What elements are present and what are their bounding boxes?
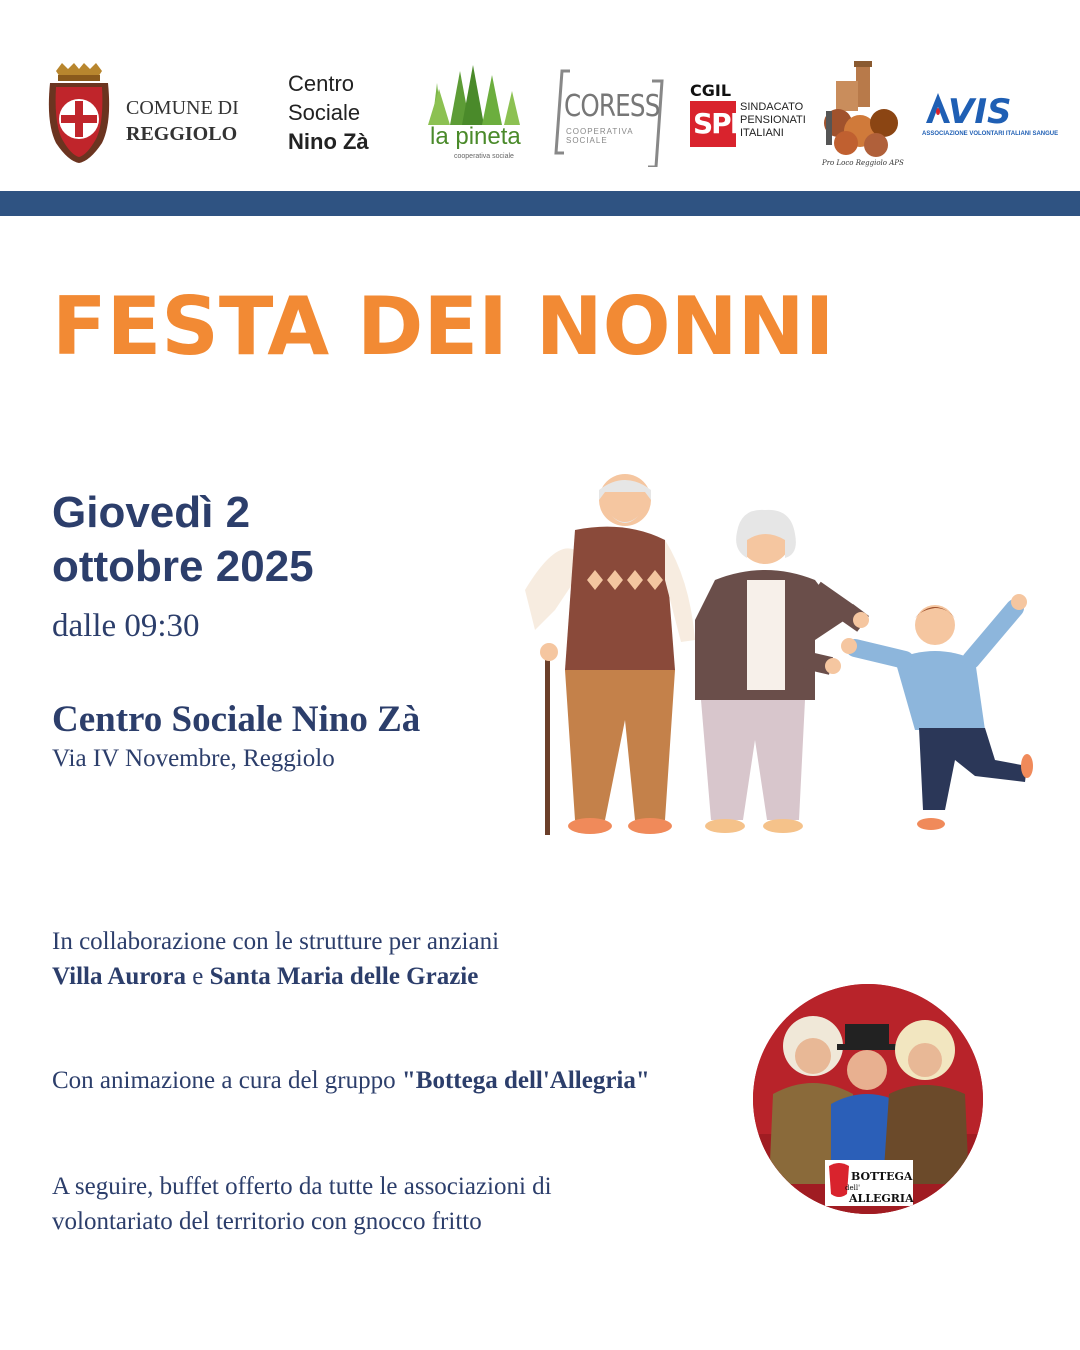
date-line1: Giovedì 2 [52,488,251,537]
villa-aurora: Villa Aurora [52,963,187,990]
centro-line1: Centro [288,71,355,96]
centro-line2: Sociale [288,100,361,125]
grandfather-figure [525,474,695,835]
animazione-paragraph [52,1063,650,1098]
header-band [0,191,1080,216]
spi-line1: SINDACATO [740,101,804,113]
collab-line2 [52,959,499,994]
performers-photo-icon [753,984,983,1214]
centro-line3: Nino Zà [288,129,369,154]
comune-crest-icon [46,63,112,163]
animazione-group: "Bottega dell'Allegria" [401,1067,650,1094]
event-address: Via IV Novembre, Reggiolo [52,745,335,772]
pineta-sub: cooperativa sociale [454,153,514,160]
collab-line1: In collaborazione con le strutture per anziani [52,928,500,955]
pro-loco-caption: Pro Loco Reggiolo APS [822,159,904,167]
pine-trees-icon [420,65,530,125]
cgil-label: CGIL [690,81,732,100]
pineta-name: la pineta [430,123,521,150]
pro-loco-tower-icon [816,61,906,157]
buffet-line1: A seguire, buffet offerto da tutte le associazioni di [52,1173,552,1200]
date-line2: ottobre 2025 [52,542,314,591]
bottega-logo-line1: BOTTEGA [851,1170,913,1183]
avis-logo [922,89,1059,149]
comune-name [126,95,239,147]
collab-conj: e [192,963,204,990]
cgil-spi-logo [690,81,806,151]
spi-text [740,101,806,140]
avis-sub: ASSOCIAZIONE VOLONTARI ITALIANI SANGUE [922,131,1059,137]
child-figure [841,594,1033,830]
avis-letters: VIS [948,92,1012,129]
page-title: FESTA DEI NONNI [52,280,835,373]
coress-name: CORESS [564,89,660,124]
event-venue: Centro Sociale Nino Zà [52,699,421,740]
animazione-prefix: Con animazione a cura del gruppo [52,1067,396,1094]
collab-paragraph [52,924,499,994]
grandparents-illustration [515,470,1045,840]
bottega-logo-line3: ALLEGRIA [849,1192,914,1205]
la-pineta-logo [420,65,530,165]
santa-maria: Santa Maria delle Grazie [209,963,479,990]
buffet-paragraph [52,1169,552,1239]
event-time: dalle 09:30 [52,608,200,644]
event-date [52,486,314,594]
comune-line2: REGGIOLO [126,123,238,145]
spi-line2: PENSIONATI [740,114,806,126]
spi-line3: ITALIANI [740,127,784,139]
spi-label: SPI [693,107,739,140]
grandmother-figure [695,510,869,833]
bottega-photo [753,984,983,1214]
comune-line1: COMUNE DI [126,97,239,119]
centro-sociale-logo [288,69,369,156]
bottega-logo-line2: dell' [845,1184,861,1192]
sponsor-logos [0,55,1080,175]
avis-icon [922,89,1042,129]
spi-box [690,101,739,147]
buffet-line2: volontariato del territorio con gnocco fritto [52,1208,482,1235]
coress-logo [552,67,670,167]
pro-loco-logo [816,61,906,173]
coress-sub: COOPERATIVA SOCIALE [566,127,634,145]
